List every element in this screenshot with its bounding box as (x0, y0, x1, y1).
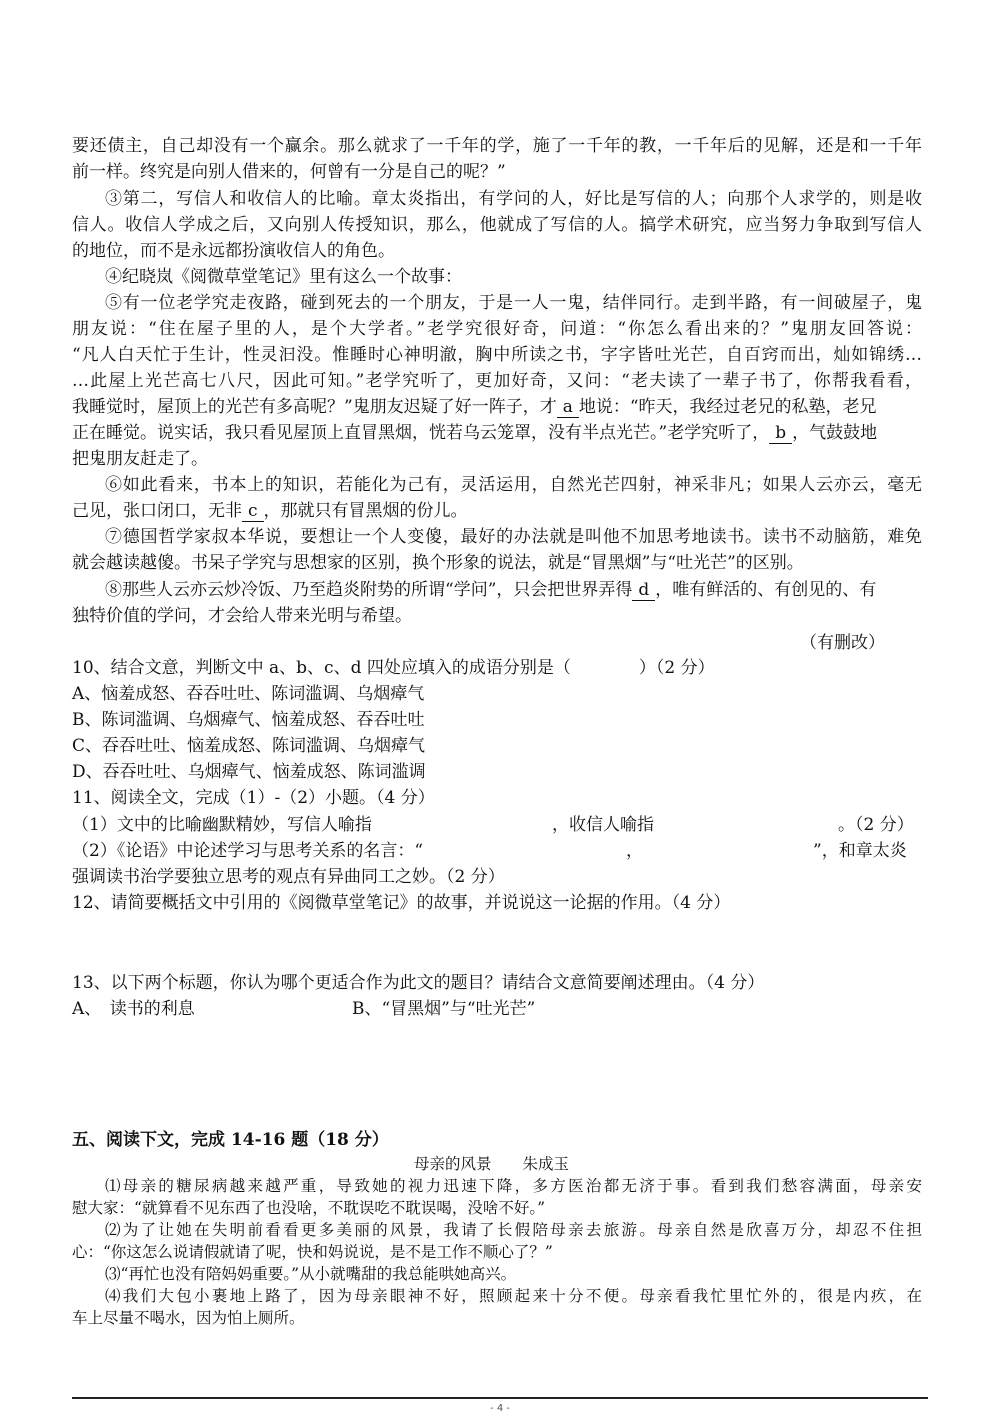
passage-text: 正在睡觉。说实话，我只看见屋顶上直冒黑烟，恍若乌云笼罩，没有半点光芒。”老学究听了， (72, 423, 770, 443)
passage-text: ，唯有鲜活的、有创见的、有 (655, 580, 877, 600)
passage-text: ，那就只有冒黑烟的份儿。 (263, 501, 468, 521)
blank-d: d (632, 580, 655, 601)
article-title: 母亲的风景 朱成玉 (414, 1155, 570, 1173)
question-11-part2: ， (626, 841, 643, 861)
passage-line: 信人。收信人学成之后，又向别人传授知识，那么，他就成了写信的人。搞学术研究，应当努力争取到写信人 (72, 215, 922, 235)
option-d: D、吞吞吐吐、乌烟瘴气、恼羞成怒、陈词滥调 (72, 762, 426, 782)
passage-line: 就会越读越傻。书呆子学究与思想家的区别，换个形象的说法，就是“冒黑烟”与“吐光芒”的区别。 (72, 553, 804, 573)
article-paragraph: ⑶“再忙也没有陪妈妈重要。”从小就嘴甜的我总能哄她高兴。 (105, 1265, 517, 1283)
article-paragraph: 车上尽量不喝水，因为怕上厕所。 (72, 1309, 305, 1327)
question-13: 13、以下两个标题，你认为哪个更适合作为此文的题目？请结合文意简要阐述理由。（4 分） (72, 973, 765, 993)
passage-line: ③第二，写信人和收信人的比喻。章太炎指出，有学问的人，好比是写信的人；向那个人求学的，则是收 (105, 189, 922, 209)
article-paragraph: ⑵为了让她在失明前看看更多美丽的风景，我请了长假陪母亲去旅游。母亲自然是欣喜万分，却忍不住担 (105, 1221, 922, 1239)
source-note: （有删改） (800, 633, 885, 653)
passage-text: ，气鼓鼓地 (792, 423, 878, 443)
passage-line (72, 394, 877, 420)
title-option-a: A、 读书的利息 (72, 999, 195, 1019)
passage-text: 地说：“昨天，我经过老兄的私塾，老兄 (578, 397, 877, 417)
question-11-part1: ，收信人喻指 (552, 815, 654, 835)
passage-line: 独特价值的学问，才会给人带来光明与希望。 (72, 606, 412, 626)
footer-rule (72, 1397, 928, 1399)
passage-text: 己见，张口闭口，无非 (72, 501, 242, 521)
option-b: B、陈词滥调、乌烟瘴气、恼羞成怒、吞吞吐吐 (72, 710, 425, 730)
page-number: - 4 - (490, 1403, 510, 1414)
passage-line: ⑥如此看来，书本上的知识，若能化为己有，灵活运用，自然光芒四射，神采非凡；如果人云亦云，毫无 (105, 475, 922, 495)
question-12: 12、请简要概括文中引用的《阅微草堂笔记》的故事，并说说这一论据的作用。（4 分） (72, 893, 731, 913)
article-paragraph: 心：“你这怎么说请假就请了呢，快和妈说说，是不是工作不顺心了？” (72, 1243, 553, 1261)
passage-line: ④纪晓岚《阅微草堂笔记》里有这么一个故事： (105, 267, 462, 287)
passage-line: 要还债主，自己却没有一个赢余。那么就求了一千年的学，施了一千年的教，一千年后的见解，还是和一千年 (72, 136, 922, 156)
article-paragraph: ⑷我们大包小裹地上路了，因为母亲眼神不好，照顾起来十分不便。母亲看我忙里忙外的，很是内疚，在 (105, 1287, 922, 1305)
passage-line: ⑦德国哲学家叔本华说，要想让一个人变傻，最好的办法就是叫他不加思考地读书。读书不动脑筋，难免 (105, 527, 922, 547)
passage-line (72, 498, 468, 524)
blank-a: a (557, 397, 579, 418)
option-c: C、吞吞吐吐、恼羞成怒、陈词滥调、乌烟瘴气 (72, 736, 426, 756)
passage-line (105, 577, 876, 603)
section-heading: 五、阅读下文，完成 14-16 题（18 分） (72, 1130, 389, 1150)
passage-text: 我睡觉时，屋顶上的光芒有多高呢？”鬼朋友迟疑了好一阵子，才 (72, 397, 557, 417)
passage-text: ⑧那些人云亦云炒冷饭、乃至趋炎附势的所谓“学问”，只会把世界弄得 (105, 580, 633, 600)
passage-line: 把鬼朋友赶走了。 (72, 449, 208, 469)
question-11: 11、阅读全文，完成（1）-（2）小题。（4 分） (72, 788, 435, 808)
blank-b: b (769, 423, 792, 444)
question-10: 10、结合文意，判断文中 a、b、c、d 四处应填入的成语分别是（ ）（2 分） (72, 658, 715, 678)
question-11-part1: （1）文中的比喻幽默精妙，写信人喻指 (72, 815, 372, 835)
passage-line: 朋友说：“住在屋子里的人，是个大学者。”老学究很好奇，问道：“你怎么看出来的？”鬼朋友回答说： (72, 319, 922, 339)
article-paragraph: ⑴母亲的糖尿病越来越严重，导致她的视力迅速下降，多方医治都无济于事。看到我们愁容满面，母亲安 (105, 1177, 922, 1195)
article-paragraph: 慰大家：“就算看不见东西了也没啥，不耽误吃不耽误喝，没啥不好。” (72, 1199, 546, 1217)
question-11-part2: （2）《论语》中论述学习与思考关系的名言：“ (72, 841, 424, 861)
passage-line: “凡人白天忙于生计，性灵汩没。惟睡时心神明澈，胸中所读之书，字字皆吐光芒，自百窍而出，灿如锦绣… (72, 345, 922, 365)
question-11-part2: ”，和章太炎 (813, 841, 907, 861)
passage-line: 的地位，而不是永远都扮演收信人的角色。 (72, 241, 395, 261)
passage-line (72, 420, 877, 446)
passage-line: …此屋上光芒高七八尺，因此可知。”老学究听了，更加好奇，又问：“老夫读了一辈子书了，你帮我看看， (72, 371, 922, 391)
question-11-part2: 强调读书治学要独立思考的观点有异曲同工之妙。（2 分） (72, 867, 505, 887)
passage-line: ⑤有一位老学究走夜路，碰到死去的一个朋友，于是一人一鬼，结伴同行。走到半路，有一间破屋子，鬼 (105, 293, 922, 313)
passage-line: 前一样。终究是向别人借来的，何曾有一分是自己的呢？” (72, 162, 506, 182)
blank-c: c (242, 501, 264, 522)
title-option-b: B、“冒黑烟”与“吐光芒” (352, 999, 536, 1019)
question-11-part1: 。（2 分） (838, 815, 914, 835)
option-a: A、恼羞成怒、吞吞吐吐、陈词滥调、乌烟瘴气 (72, 684, 425, 704)
